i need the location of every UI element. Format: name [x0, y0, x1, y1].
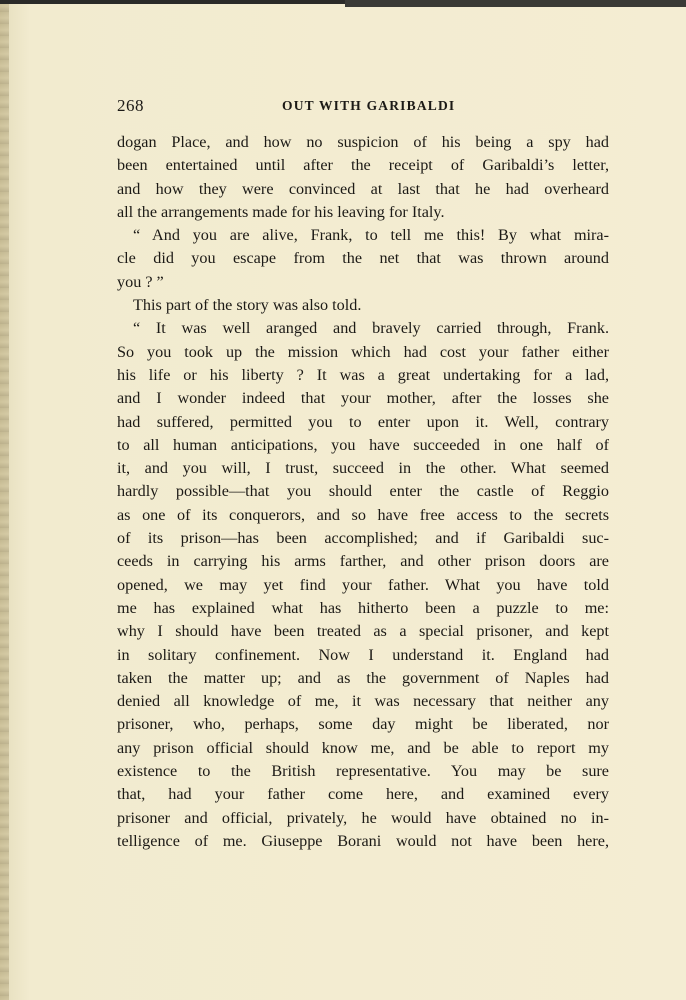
- text-line: in solitary confinement. Now I understand it. England had: [117, 645, 609, 664]
- text-line: prisoner and official, privately, he would have obtained no in-: [117, 808, 609, 827]
- page-spine-edge: [0, 0, 9, 1000]
- text-line: of its prison—has been accomplished; and if Garibaldi suc-: [117, 529, 609, 548]
- text-line: “ It was well aranged and bravely carried through, Frank.: [133, 319, 609, 338]
- text-line: had suffered, permitted you to enter upon it. Well, contrary: [117, 412, 609, 431]
- text-line: that, had your father come here, and examined every: [117, 785, 609, 804]
- text-line: “ And you are alive, Frank, to tell me this! By what mira-: [133, 226, 609, 245]
- text-line: you ? ”: [117, 272, 164, 291]
- text-line: and how they were convinced at last that he had overheard: [117, 179, 609, 198]
- body-text: [117, 131, 609, 853]
- text-line: taken the matter up; and as the government of Naples had: [117, 668, 609, 687]
- text-line: been entertained until after the receipt of Garibaldi’s letter,: [117, 156, 609, 175]
- text-line: hardly possible—that you should enter the castle of Reggio: [117, 482, 609, 501]
- text-line: prisoner, who, perhaps, some day might be liberated, nor: [117, 715, 609, 734]
- running-head: OUT WITH GARIBALDI: [282, 98, 456, 113]
- text-line: dogan Place, and how no suspicion of his being a spy had: [117, 133, 609, 151]
- text-line: So you took up the mission which had cost your father either: [117, 342, 609, 361]
- top-edge-shadow-right: [345, 0, 686, 7]
- text-line: denied all knowledge of me, it was necessary that neither any: [117, 692, 609, 711]
- page-number: 268: [117, 96, 144, 115]
- text-line: and I wonder indeed that your mother, after the losses she: [117, 389, 609, 408]
- text-line: why I should have been treated as a special prisoner, and kept: [117, 622, 609, 641]
- text-line: me has explained what has hitherto been a puzzle to me:: [117, 598, 609, 617]
- text-line: existence to the British representative. You may be sure: [117, 762, 609, 781]
- text-line: his life or his liberty ? It was a great undertaking for a lad,: [117, 365, 609, 384]
- text-line: any prison official should know me, and be able to report my: [117, 738, 609, 757]
- text-line: opened, we may yet find your father. What you have told: [117, 575, 609, 594]
- text-line: it, and you will, I trust, succeed in the other. What seemed: [117, 459, 609, 478]
- text-line: ceeds in carrying his arms farther, and other prison doors are: [117, 552, 609, 571]
- text-line: all the arrangements made for his leaving for Italy.: [117, 202, 445, 221]
- page-header: [117, 96, 609, 116]
- text-line: cle did you escape from the net that was thrown around: [117, 249, 609, 268]
- text-line: as one of its conquerors, and so have free access to the secrets: [117, 505, 609, 524]
- text-line: telligence of me. Giuseppe Borani would not have been here,: [117, 831, 609, 850]
- text-line: to all human anticipations, you have succeeded in one half of: [117, 435, 609, 454]
- text-line: This part of the story was also told.: [133, 296, 362, 315]
